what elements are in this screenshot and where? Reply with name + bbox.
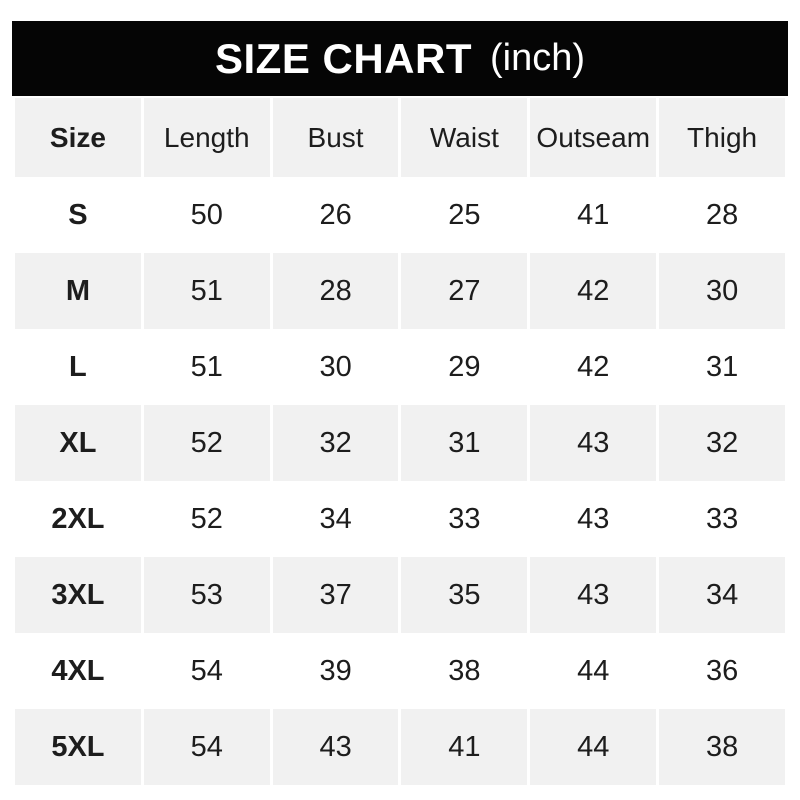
table-row [15, 405, 785, 481]
measurement-value: 29 [401, 329, 527, 405]
measurement-value: 51 [144, 253, 270, 329]
measurement-value: 34 [659, 557, 785, 633]
measurement-value: 52 [144, 405, 270, 481]
table-row [15, 253, 785, 329]
column-header-bust: Bust [273, 98, 399, 177]
measurement-value: 43 [530, 481, 656, 557]
size-label: 3XL [15, 557, 141, 633]
size-label: M [15, 253, 141, 329]
column-header-length: Length [144, 98, 270, 177]
table-row [15, 329, 785, 405]
measurement-value: 31 [401, 405, 527, 481]
measurement-value: 28 [659, 177, 785, 253]
measurement-value: 32 [273, 405, 399, 481]
measurement-value: 42 [530, 329, 656, 405]
measurement-value: 42 [530, 253, 656, 329]
size-chart-banner [12, 21, 788, 96]
measurement-value: 43 [530, 405, 656, 481]
size-chart-title: SIZE CHART [214, 34, 472, 82]
measurement-value: 41 [530, 177, 656, 253]
table-row [15, 177, 785, 253]
measurement-value: 54 [144, 709, 270, 785]
table-row [15, 633, 785, 709]
table-row [15, 709, 785, 785]
measurement-value: 41 [401, 709, 527, 785]
measurement-value: 30 [273, 329, 399, 405]
column-header-outseam: Outseam [530, 98, 656, 177]
table-row [15, 557, 785, 633]
measurement-value: 38 [401, 633, 527, 709]
measurement-value: 31 [659, 329, 785, 405]
measurement-value: 44 [530, 709, 656, 785]
table-row [15, 481, 785, 557]
measurement-value: 50 [144, 177, 270, 253]
column-header-waist: Waist [401, 98, 527, 177]
header-row [15, 98, 785, 177]
measurement-value: 39 [273, 633, 399, 709]
measurement-value: 33 [659, 481, 785, 557]
measurement-value: 52 [144, 481, 270, 557]
size-chart [12, 21, 788, 785]
size-label: XL [15, 405, 141, 481]
measurement-value: 33 [401, 481, 527, 557]
measurement-value: 43 [530, 557, 656, 633]
measurement-value: 26 [273, 177, 399, 253]
size-chart-unit: (inch) [489, 37, 586, 79]
measurement-value: 25 [401, 177, 527, 253]
size-table [12, 98, 788, 785]
measurement-value: 38 [659, 709, 785, 785]
measurement-value: 27 [401, 253, 527, 329]
measurement-value: 32 [659, 405, 785, 481]
column-header-thigh: Thigh [659, 98, 785, 177]
size-table-body [15, 177, 785, 785]
measurement-value: 34 [273, 481, 399, 557]
measurement-value: 43 [273, 709, 399, 785]
measurement-value: 44 [530, 633, 656, 709]
measurement-value: 51 [144, 329, 270, 405]
measurement-value: 37 [273, 557, 399, 633]
measurement-value: 35 [401, 557, 527, 633]
measurement-value: 28 [273, 253, 399, 329]
measurement-value: 54 [144, 633, 270, 709]
measurement-value: 30 [659, 253, 785, 329]
measurement-value: 53 [144, 557, 270, 633]
size-label: L [15, 329, 141, 405]
size-label: 5XL [15, 709, 141, 785]
column-header-size: Size [15, 98, 141, 177]
size-label: 4XL [15, 633, 141, 709]
size-table-head [15, 98, 785, 177]
size-label: 2XL [15, 481, 141, 557]
size-label: S [15, 177, 141, 253]
measurement-value: 36 [659, 633, 785, 709]
